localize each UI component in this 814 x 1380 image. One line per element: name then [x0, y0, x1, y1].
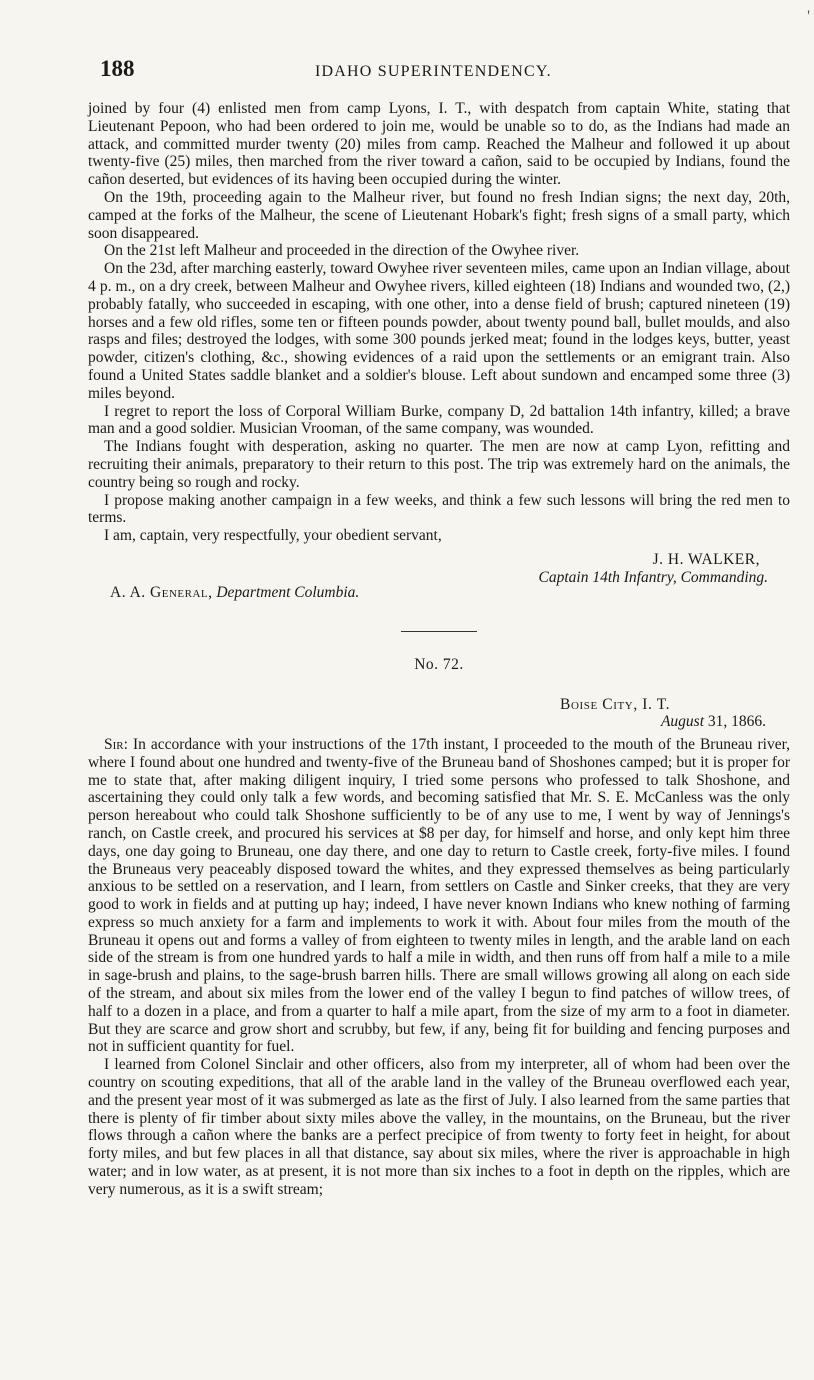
paragraph: On the 23d, after marching easterly, toward Owyhee river seventeen miles, came upon an Indian village, about 4 p. m., on a dry creek, between Malheur and Owyhee rivers, killed eighteen (18) Indians and wounded two, (2,) probably fatally, who succeeded in escaping, with one other, into a dense field of brush; captured nineteen (19) horses and a few old rifles, some ten or fifteen pounds powder, about twenty pound ball, bullet moulds, and also rasps and files; destroyed the lodges, with some 300 pounds jerked meat; found in the lodges keys, butter, yeast powder, citizen's clothing, &c., showing evidences of a raid upon the settlements or an emigrant train. Also found a United States saddle blanket and a soldier's blouse. Left about sundown and encamped some three (3) miles beyond. — [88, 260, 790, 402]
paragraph: On the 19th, proceeding again to the Malheur river, but found no fresh Indian signs; the next day, 20th, camped at the forks of the Malheur, the scene of Lieutenant Hobark's fight; fresh signs of a small party, which soon disappeared. — [88, 188, 790, 242]
letter-walker — [88, 100, 790, 605]
paragraph: joined by four (4) enlisted men from camp Lyons, I. T., with despatch from captain White, stating that Lieutenant Pepoon, who had been ordered to join me, would be unable so to do, as the Indians had made an attack, and committed murder twenty (20) miles from camp. Reached the Malheur and followed it up about twenty-five (25) miles, then marched from the river toward a cañon, said to be occupied by Indians, found the cañon deserted, but evidences of its having been occupied during the winter. — [88, 100, 790, 189]
signature-title: Captain 14th Infantry, Commanding. — [538, 568, 768, 586]
signature-name: J. H. WALKER, — [652, 550, 760, 568]
addressee-department: Department Columbia. — [216, 583, 360, 601]
dateline-date — [661, 713, 766, 731]
addressee-prefix: A. A. General, — [110, 583, 213, 601]
dateline — [88, 696, 790, 734]
closing-line: I am, captain, very respectfully, your obedient servant, — [104, 527, 442, 545]
page-header — [100, 56, 790, 86]
salutation: Sir: — [104, 735, 128, 753]
paragraph: The Indians fought with desperation, asking no quarter. The men are now at camp Lyon, refitting and recruiting their animals, preparatory to their return to this post. The trip was extremely hard on the animals, the country being so rough and rocky. — [88, 438, 790, 491]
letter-boise — [88, 736, 790, 1199]
running-head: IDAHO SUPERINTENDENCY. — [315, 63, 552, 80]
paragraph: I propose making another campaign in a few weeks, and think a few such lessons will bring the red men to terms. — [88, 491, 790, 527]
page-number: 188 — [100, 56, 135, 81]
signature-block — [88, 551, 790, 605]
dateline-place: Boise City, I. T. — [560, 695, 671, 713]
date-rest: 31, 1866. — [707, 712, 766, 730]
addressee — [110, 584, 359, 602]
section-divider — [401, 631, 477, 632]
corner-mark: ' — [807, 8, 810, 25]
paragraph-text: In accordance with your instructions of the 17th instant, I proceeded to the mouth of the Bruneau river, where I found about one hundred and twenty-five of the Bruneau band of Shoshones camped; but it is proper for me to state that, after making diligent inquiry, I tried some persons who professed to talk Shoshone, and ascertaining they could only talk a few words, and becoming satisfied that Mr. S. E. McCanless was the only person hereabout who could talk Shoshone sufficiently to be of any use to me, I went by way of Jennings's ranch, on Castle creek, and procured his services at $8 per day, for himself and horse, and only kept him three days, one day going to Bruneau, one day there, and one day to return to Castle creek, forty-five miles. I found the Bruneaus very peaceably disposed toward the whites, and they expressed themselves as being particularly anxious to be settled on a reservation, and I learn, from settlers on Castle and Sinker creeks, that they are very good to work in fields and at putting up hay; indeed, I have never known Indians who knew nothing of farming express so much anxiety for a farm and implements to work it with. About four miles from the mouth of the Bruneau it opens out and forms a valley of from eighteen to twenty miles in length, and the arable land on each side of the stream is from one hundred yards to half a mile in width, and then runs off from half a mile to a mile in sage-brush and plains, to the sage-brush barren hills. There are small willows growing all along on each side of the stream, and about six miles from the lower end of the valley I begun to find patches of willow trees, of half to a dozen in a place, and from a quarter to half a mile apart, from the size of my arm to a foot in diameter. But they are scarce and grow short and scrubby, but few, if any, being fit for building and fencing purposes and not in sufficient quantity for fuel. — [88, 735, 791, 1056]
paragraph — [88, 736, 790, 1056]
page-body — [88, 100, 790, 1199]
date-month: August — [660, 712, 704, 730]
paragraph: I learned from Colonel Sinclair and other officers, also from my interpreter, all of whom had been over the country on scouting expeditions, that all of the arable land in the valley of the Bruneau overflowed each year, and the present year most of it was submerged as late as the first of July. I also learned from the same parties that there is plenty of fir timber about sixty miles above the valley, in the mountains, on the Bruneau, but the river flows through a cañon where the banks are a perfect precipice of from twenty to forty feet in height, for about forty miles, and but few places in all that distance, say about six miles, where the river is approachable in high water; and in low water, as at present, it is not more than six inches to a foot in depth on the ripples, which are very numerous, as it is a swift stream; — [88, 1056, 790, 1198]
document-number: No. 72. — [414, 655, 464, 673]
paragraph: On the 21st left Malheur and proceeded in the direction of the Owyhee river. — [104, 242, 580, 260]
paragraph: I regret to report the loss of Corporal William Burke, company D, 2d battalion 14th infantry, killed; a brave man and a good soldier. Musician Vrooman, of the same company, was wounded. — [88, 402, 790, 438]
